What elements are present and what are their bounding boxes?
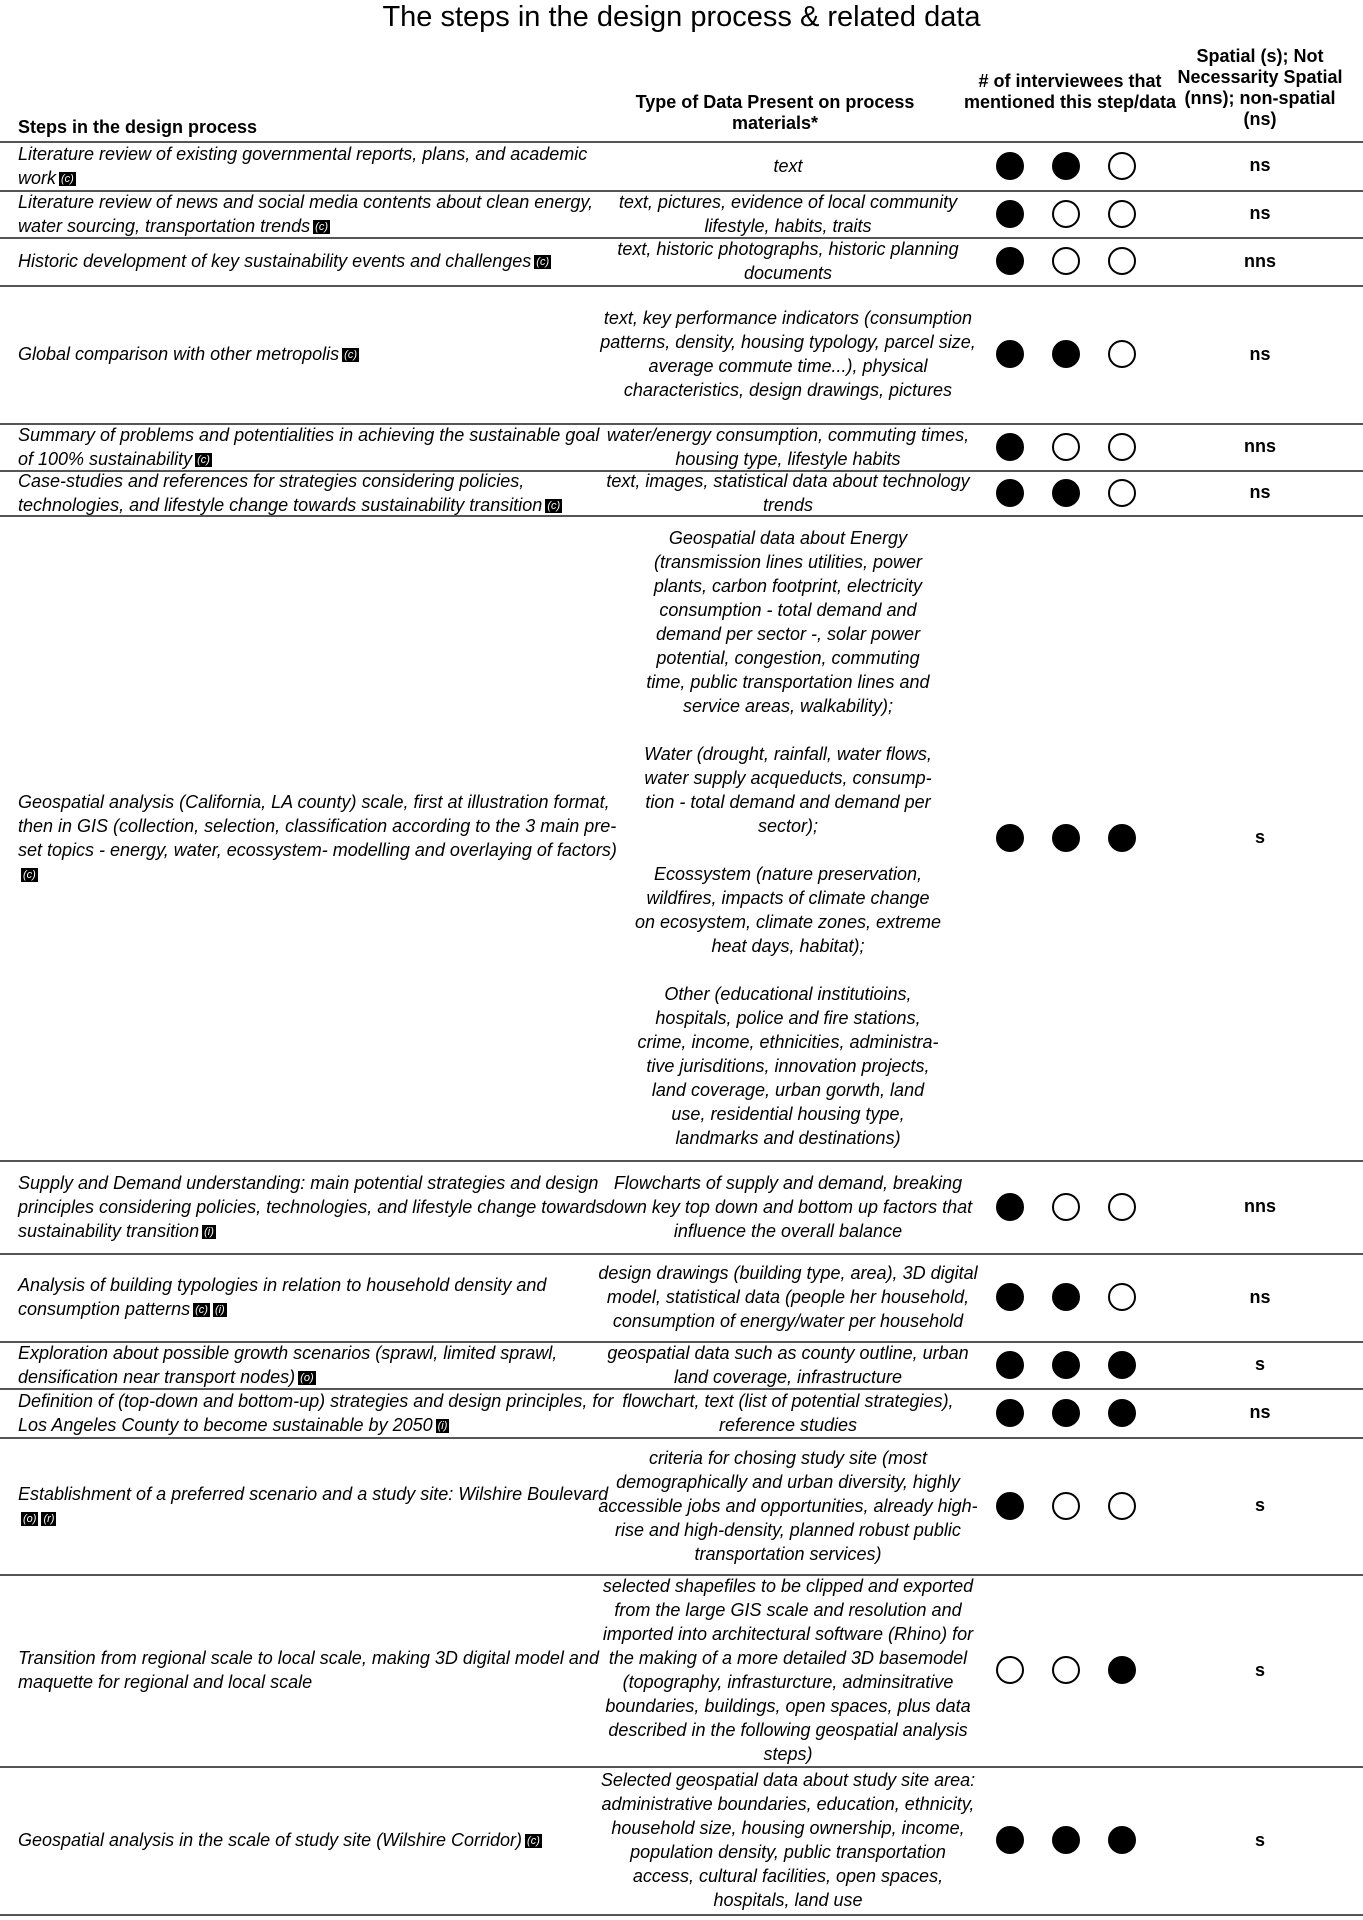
interviewee-dots	[996, 424, 1164, 469]
filled-circle-icon	[996, 433, 1024, 461]
table-row	[0, 191, 1363, 236]
step-text	[18, 1828, 542, 1852]
spatial-cell: ns	[1249, 482, 1271, 502]
spatial-cell: s	[1254, 1829, 1265, 1850]
interviewee-dots	[996, 238, 1164, 284]
filled-circle-icon	[996, 200, 1024, 228]
empty-circle-icon	[1052, 200, 1080, 228]
header-data-type: Type of Data Present on process materials*	[635, 92, 915, 133]
step-tag: (i)	[204, 1225, 214, 1238]
interviewee-dots	[996, 1767, 1164, 1913]
data-type-cell: water/energy consumption, commuting times, housing type, lifestyle habits	[606, 424, 970, 469]
table-row	[0, 286, 1363, 422]
filled-circle-icon	[1108, 1656, 1136, 1684]
step-cell	[18, 424, 618, 469]
spatial-cell: ns	[1249, 155, 1271, 175]
step-cell	[18, 471, 618, 514]
filled-circle-icon	[996, 1193, 1024, 1221]
step-text	[18, 1341, 618, 1389]
table-row	[0, 1438, 1363, 1573]
filled-circle-icon	[1052, 479, 1080, 507]
empty-circle-icon	[1108, 200, 1136, 228]
filled-circle-icon	[1052, 1826, 1080, 1854]
interviewee-dots	[996, 1575, 1164, 1765]
empty-circle-icon	[1052, 1193, 1080, 1221]
empty-circle-icon	[1108, 1193, 1136, 1221]
step-label: Literature review of existing governmental reports, plans, and academic work	[18, 143, 588, 188]
step-label: Definition of (top-down and bottom-up) strategies and design principles, for Los Angeles County to become sustainable by 2050	[18, 1390, 614, 1435]
interviewee-dots	[996, 1161, 1164, 1252]
interviewee-dots	[996, 1254, 1164, 1340]
data-type-cell: text	[773, 155, 803, 176]
step-text	[18, 469, 618, 517]
step-tag: (c)	[547, 499, 561, 512]
spatial-cell: s	[1254, 1354, 1265, 1374]
empty-circle-icon	[1108, 247, 1136, 275]
step-tag: (o)	[300, 1371, 314, 1384]
page-title: The steps in the design process & related data	[382, 1, 981, 33]
step-text	[18, 1273, 618, 1321]
step-label: Global comparison with other metropolis	[18, 344, 340, 364]
filled-circle-icon	[996, 1351, 1024, 1379]
step-cell	[18, 286, 618, 422]
interviewee-dots	[996, 471, 1164, 514]
step-text	[18, 342, 359, 366]
empty-circle-icon	[1108, 433, 1136, 461]
step-text	[18, 1389, 618, 1437]
step-text	[18, 423, 618, 471]
filled-circle-icon	[996, 247, 1024, 275]
filled-circle-icon	[1052, 152, 1080, 180]
spatial-cell: ns	[1249, 1402, 1271, 1422]
spatial-cell: ns	[1249, 343, 1271, 364]
step-cell	[18, 516, 618, 1159]
spatial-cell: ns	[1249, 203, 1271, 223]
step-tag: (c)	[197, 453, 210, 466]
row-divider	[0, 1914, 1363, 1916]
data-type-cell: text, pictures, evidence of local community lifestyle, habits, traits	[618, 191, 958, 236]
table-row	[0, 1575, 1363, 1765]
filled-circle-icon	[996, 1826, 1024, 1854]
data-type-cell: text, key performance indicators (consumption patterns, density, housing typology, parcel size, average commute time...), physical characteristics, design drawings, pictures	[600, 308, 976, 400]
filled-circle-icon	[1108, 1399, 1136, 1427]
data-type-cell: Selected geospatial data about study site area: administrative boundaries, education, ethnicity, household size, housing ownership, income, population density, public transportation access, cultural facilities, open spaces, hospitals, land use	[600, 1770, 976, 1910]
step-label: Case-studies and references for strategies considering policies, technologies, and lifestyle change towards sustainability transition	[18, 470, 543, 515]
filled-circle-icon	[996, 1492, 1024, 1520]
step-tag: (c)	[61, 172, 74, 185]
step-cell	[18, 142, 618, 189]
spatial-cell: s	[1254, 1659, 1265, 1680]
filled-circle-icon	[1108, 1826, 1136, 1854]
step-label: Summary of problems and potentialities in achieving the sustainable goal of 100% sustainability	[18, 424, 600, 469]
step-tag: (c)	[527, 1835, 540, 1848]
step-label: Transition from regional scale to local scale, making 3D digital model and maquette for regional and local scale	[18, 1648, 599, 1692]
interviewee-dots	[996, 142, 1164, 189]
table-row	[0, 1161, 1363, 1252]
filled-circle-icon	[996, 340, 1024, 368]
empty-circle-icon	[1108, 1283, 1136, 1311]
step-tag: (c)	[23, 868, 36, 881]
table-row	[0, 1389, 1363, 1436]
spatial-cell: nns	[1243, 436, 1276, 456]
table-row	[0, 1342, 1363, 1387]
step-label: Literature review of news and social media contents about clean energy, water sourcing, transportation trends	[18, 191, 593, 236]
filled-circle-icon	[1052, 824, 1080, 852]
table-row	[0, 471, 1363, 514]
step-cell	[18, 1254, 618, 1340]
step-cell	[18, 238, 618, 284]
filled-circle-icon	[996, 1283, 1024, 1311]
step-text	[18, 1482, 618, 1530]
table-row	[0, 1254, 1363, 1340]
filled-circle-icon	[1108, 1351, 1136, 1379]
step-cell	[18, 1575, 618, 1765]
interviewee-dots	[996, 1389, 1164, 1436]
step-label: Geospatial analysis in the scale of study site (Wilshire Corridor)	[18, 1830, 523, 1850]
step-label: Analysis of building typologies in relation to household density and consumption patterns	[18, 1275, 547, 1319]
data-type-cell: text, images, statistical data about technology trends	[606, 470, 970, 515]
step-text	[18, 790, 618, 886]
filled-circle-icon	[1052, 340, 1080, 368]
filled-circle-icon	[1052, 1399, 1080, 1427]
data-type-cell: criteria for chosing study site (most demographically and urban diversity, highly accessible jobs and opportunities, already high-rise and high-density, planned robust public transportation services)	[598, 1447, 978, 1564]
header-steps: Steps in the design process	[18, 117, 258, 137]
data-type-cell: geospatial data such as county outline, urban land coverage, infrastructure	[607, 1342, 969, 1387]
table-row	[0, 1767, 1363, 1913]
empty-circle-icon	[1108, 340, 1136, 368]
spatial-cell: nns	[1243, 250, 1276, 271]
table-row	[0, 238, 1363, 284]
step-cell	[18, 1389, 618, 1436]
spatial-cell: ns	[1249, 1286, 1271, 1307]
data-type-cell: Geospatial data about Energy (transmission lines utilities, power plants, carbon footprint, electricity consumption - total demand and demand per sector -, solar power potential, congestion, commuting time, public transportation lines and service areas, walkability); Water (drought, rainfall, water flows, water supply acqueducts, consump- tion - total demand and demand per sector); Ecossystem (nature preservation, wildfires, impacts of climate change on ecosystem, climate zones, extreme heat days, habitat); Other (educational institutioins, hospitals, police and fire stations, crime, income, ethnicities, administra- tive jurisditions, innovation projects, land coverage, urban gorwth, land use, residential housing type, landmarks and destinations)	[634, 527, 942, 1148]
step-text	[18, 1171, 618, 1243]
table-row	[0, 516, 1363, 1159]
step-text	[18, 190, 618, 238]
empty-circle-icon	[1052, 1492, 1080, 1520]
step-tag: (o)	[23, 1512, 37, 1525]
step-cell	[18, 191, 618, 236]
interviewee-dots	[996, 286, 1164, 422]
table-row	[0, 424, 1363, 469]
step-label: Establishment of a preferred scenario and a study site: Wilshire Boulevard	[18, 1483, 609, 1504]
empty-circle-icon	[1108, 479, 1136, 507]
step-label: Exploration about possible growth scenarios (sprawl, limited sprawl, densification near transport nodes)	[18, 1342, 558, 1387]
step-label: Historic development of key sustainability events and challenges	[18, 251, 532, 271]
spatial-cell: s	[1254, 1495, 1265, 1515]
step-tag: (r)	[43, 1512, 55, 1525]
data-type-cell: flowchart, text (list of potential strategies), reference studies	[622, 1390, 954, 1435]
header-spatial: Spatial (s); Not Necessarity Spatial (nns); non-spatial (ns)	[1177, 46, 1343, 129]
interviewee-dots	[996, 191, 1164, 236]
step-cell	[18, 1342, 618, 1387]
data-type-cell: text, historic photographs, historic planning documents	[617, 239, 959, 283]
filled-circle-icon	[1108, 824, 1136, 852]
step-tag: (i)	[214, 1304, 225, 1317]
spatial-cell: s	[1254, 827, 1265, 847]
step-tag: (c)	[344, 349, 357, 362]
step-label: Supply and Demand understanding: main potential strategies and design principles considering policies, technologies, and lifestyle change towards sustainability transition	[18, 1172, 605, 1241]
empty-circle-icon	[1108, 1492, 1136, 1520]
step-text	[18, 142, 618, 190]
header-interviewee-count: # of interviewees that mentioned this step/data	[963, 71, 1177, 112]
step-text	[18, 249, 551, 273]
step-cell	[18, 1161, 618, 1252]
table-row	[0, 142, 1363, 189]
empty-circle-icon	[1108, 152, 1136, 180]
interviewee-dots	[996, 516, 1164, 1159]
step-cell	[18, 1767, 618, 1913]
filled-circle-icon	[996, 152, 1024, 180]
interviewee-dots	[996, 1342, 1164, 1387]
spatial-cell: nns	[1243, 1196, 1276, 1216]
filled-circle-icon	[1052, 1351, 1080, 1379]
step-tag: (c)	[315, 220, 328, 233]
interviewee-dots	[996, 1438, 1164, 1573]
step-tag: (i)	[437, 1419, 448, 1432]
empty-circle-icon	[1052, 433, 1080, 461]
step-label: Geospatial analysis (California, LA county) scale, first at illustration format, then in GIS (collection, selection, classification according to the 3 main pre-set topics - energy, water, ecossystem- modelling and overlaying of factors)	[18, 791, 617, 860]
step-tag: (c)	[195, 1304, 208, 1317]
step-text	[18, 1646, 618, 1694]
empty-circle-icon	[996, 1656, 1024, 1684]
empty-circle-icon	[1052, 247, 1080, 275]
filled-circle-icon	[1052, 1283, 1080, 1311]
step-tag: (c)	[536, 256, 550, 269]
filled-circle-icon	[996, 479, 1024, 507]
filled-circle-icon	[996, 1399, 1024, 1427]
data-type-cell: selected shapefiles to be clipped and exported from the large GIS scale and resolution and imported into architectural software (Rhino) for the making of a more detailed 3D basemodel (topography, infrasturcture, adminsitrative boundaries, buildings, open spaces, plus data described in the following geospatial analysis steps)	[602, 1576, 974, 1764]
empty-circle-icon	[1052, 1656, 1080, 1684]
data-type-cell: design drawings (building type, area), 3D digital model, statistical data (people her household, consumption of energy/water per household	[598, 1263, 978, 1331]
step-cell	[18, 1438, 618, 1573]
data-type-cell: Flowcharts of supply and demand, breaking down key top down and bottom up factors that influence the overall balance	[603, 1172, 973, 1241]
filled-circle-icon	[996, 824, 1024, 852]
